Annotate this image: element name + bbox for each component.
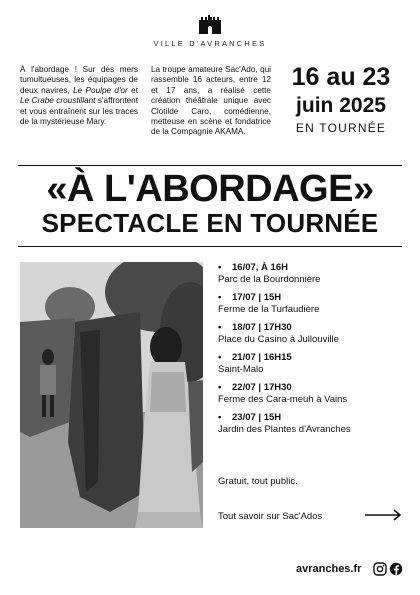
instagram-icon[interactable] — [374, 563, 386, 575]
event-location: Saint-Malo — [218, 364, 264, 375]
ship-name-1: Le Poulpe d'or — [73, 85, 128, 95]
castle-icon — [198, 14, 222, 34]
page-subtitle: SPECTACLE EN TOURNÉE — [41, 208, 379, 238]
divider-bottom — [18, 246, 402, 247]
event-when — [218, 412, 408, 424]
tour-label: EN TOURNÉE — [295, 121, 387, 135]
event-item — [218, 262, 408, 286]
event-when — [218, 322, 408, 334]
bullet: • — [218, 322, 222, 333]
intro-text — [20, 65, 138, 127]
event-when — [218, 382, 408, 394]
bullet: • — [218, 412, 222, 423]
show-photo — [20, 262, 203, 528]
event-list — [218, 262, 408, 442]
event-item — [218, 412, 408, 436]
more-info-link[interactable]: Tout savoir sur Sac'Ados — [218, 511, 323, 522]
header — [0, 14, 420, 48]
social-icons — [373, 562, 403, 576]
event-item — [218, 292, 408, 316]
event-location: Ferme de la Turfaudière — [218, 304, 320, 315]
event-datetime: 17/07 | 15H — [232, 292, 282, 303]
event-location: Ferme des Cara-meuh à Vains — [218, 394, 348, 405]
date-range: 16 au 23 — [291, 63, 391, 91]
free-entry-text: Gratuit, tout public. — [218, 476, 298, 487]
event-datetime: 16/07, À 16H — [232, 262, 288, 273]
event-when — [218, 262, 408, 274]
town-name: VILLE D'AVRANCHES — [153, 39, 267, 48]
event-location: Place du Casino à Jullouville — [218, 334, 339, 345]
bullet: • — [218, 292, 222, 303]
event-datetime: 22/07 | 17H30 — [232, 382, 292, 393]
divider-top — [18, 165, 402, 166]
event-location: Parc de la Bourdonnière — [218, 274, 321, 285]
event-when — [218, 352, 408, 364]
event-item — [218, 352, 408, 376]
intro-part-a: À l'abordage ! Sur des mers tumultueuses, les équipages de deux navires, — [20, 65, 138, 95]
ship-name-2: Le Crabe croustillant — [20, 96, 96, 106]
facebook-icon[interactable] — [390, 563, 402, 575]
date-block — [278, 63, 404, 136]
page-title: «À L'ABORDAGE» — [46, 168, 374, 210]
event-location: Jardin des Plantes d'Avranches — [218, 424, 351, 435]
event-datetime: 21/07 | 16H15 — [232, 352, 292, 363]
arrow-right-icon[interactable] — [365, 509, 403, 521]
bullet: • — [218, 352, 222, 363]
event-item — [218, 322, 408, 346]
bullet: • — [218, 262, 222, 273]
show-photo-illustration — [20, 262, 203, 528]
intro-and: et — [131, 85, 138, 95]
event-item — [218, 382, 408, 406]
date-month: juin 2025 — [296, 94, 386, 117]
bullet: • — [218, 382, 222, 393]
footer-site[interactable]: avranches.fr — [296, 563, 362, 575]
event-when — [218, 292, 408, 304]
troupe-text: La troupe amateure Sac'Ado, qui rassemble 16 acteurs, entre 12 et 17 ans, a réalisé cette création théâtrale unique avec Clotilde Caro, comédienne, metteuse en scène et fondatrice de la Compagnie AKAMA. — [151, 65, 271, 137]
event-datetime: 18/07 | 17H30 — [232, 322, 292, 333]
intro-part-b: s'affrontent et vous entraînent sur les traces de la mystérieuse Mary. — [20, 96, 138, 127]
event-datetime: 23/07 | 15H — [232, 412, 282, 423]
